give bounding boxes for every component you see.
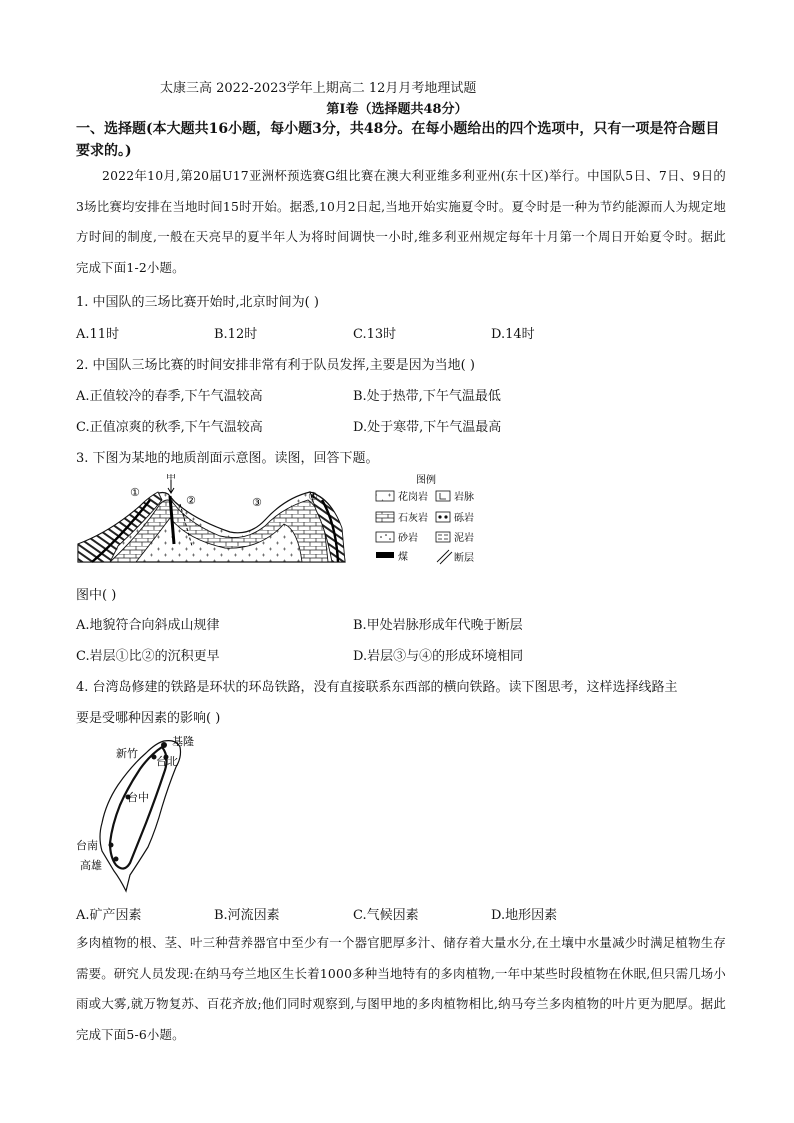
q2-option-c: C.正值凉爽的秋季,下午气温较高 [76,420,263,435]
q1-option-b: B.12时 [214,327,258,342]
marker-3: ③ [252,496,262,509]
q4-option-a: A.矿产因素 [76,908,142,923]
question-3-prompt: 图中( ) [76,588,117,603]
passage-1: 2022年10月,第20届U17亚洲杯预选赛G组比赛在澳大利亚维多利亚州(东十区)举行。中国队5日、7日、9日的3场比赛均安排在当地时间15时开始。据悉,10月2日起,当地开始实施夏令时。夏令时是一种为节约能源而人为规定地方时间的制度,一般在天亮早的夏半年人为将时间调快一小时,维多利亚州规定每年十月第一个周日开始夏令时。据此完成下面1-2小题。 [76,168,726,275]
q2-option-d: D.处于寒带,下午气温最高 [353,420,502,435]
svg-text:断层: 断层 [454,553,474,564]
svg-text:花岗岩: 花岗岩 [398,492,428,503]
part-heading: 第Ⅰ卷（选择题共48分） [326,102,468,117]
legend-coal [376,550,408,563]
svg-text:泥岩: 泥岩 [454,533,474,544]
label-keelung: 基隆 [172,735,194,748]
passage-2: 多肉植物的根、茎、叶三种营养器官中至少有一个器官肥厚多汁、储存着大量水分,在土壤中水量减少时满足植物生存需要。研究人员发现:在纳马夸兰地区生长着1000多种当地特有的多肉植物,一年中某些时段植物在休眠,但只需几场小雨或大雾,就万物复苏、百花齐放;他们同时观察到,与图甲地的多肉植物相比,纳马夸兰多肉植物的叶片更为肥厚。据此完成下面5-6小题。 [76,935,726,1042]
label-taipei: 台北 [156,755,178,768]
label-taichung: 台中 [127,791,149,804]
question-1-stem: 1. 中国队的三场比赛开始时,北京时间为( ) [76,295,319,310]
section-instructions: 一、选择题(本大题共16小题，每小题3分，共48分。在每小题给出的四个选项中，只有一项是符合题目要求的。) [76,121,720,159]
svg-text:石灰岩: 石灰岩 [398,513,428,524]
question-4-stem-line1: 4. 台湾岛修建的铁路是环状的环岛铁路，没有直接联系东西部的横向铁路。读下图思考，这样选择线路主 [76,680,678,695]
q4-option-d: D.地形因素 [491,908,558,923]
question-2-stem: 2. 中国队三场比赛的时间安排非常有利于队员发挥,主要是因为当地( ) [76,358,475,373]
marker-2: ② [186,494,196,507]
legend-limestone [376,511,428,524]
label-hsinchu: 新竹 [116,747,138,760]
q3-option-d: D.岩层③与④的形成环境相同 [353,649,524,664]
q4-option-b: B.河流因素 [214,908,280,923]
q3-option-c: C.岩层①比②的沉积更早 [76,649,220,664]
q4-option-c: C.气候因素 [353,908,419,923]
legend-dike [436,490,474,503]
exam-title: 太康三高 2022-2023学年上期高二 12月月考地理试题 [160,81,477,96]
q3-option-b: B.甲处岩脉形成年代晚于断层 [353,618,523,633]
q2-option-b: B.处于热带,下午气温最低 [353,389,501,404]
q1-option-c: C.13时 [353,327,397,342]
marker-4: ④ [308,490,318,503]
taiwan-railway-map [76,733,206,895]
svg-text:岩脉: 岩脉 [454,492,474,503]
question-3-stem: 3. 下图为某地的地质剖面示意图。读图，回答下题。 [76,451,379,466]
svg-text:砂岩: 砂岩 [398,533,418,544]
legend-granite [376,490,428,503]
marker-jia: 甲 [166,474,176,484]
legend-sandstone [376,531,418,544]
question-4-stem-line2: 要是受哪种因素的影响( ) [76,711,221,726]
q1-option-a: A.11时 [76,327,120,342]
legend-conglomerate [436,511,474,524]
marker-1: ① [130,486,140,499]
legend-mudstone [436,531,474,544]
q1-option-d: D.14时 [491,327,535,342]
q2-option-a: A.正值较冷的春季,下午气温较高 [76,389,263,404]
q3-option-a: A.地貌符合向斜成山规律 [76,618,220,633]
svg-text:砾岩: 砾岩 [454,513,474,524]
svg-text:煤: 煤 [398,552,408,563]
legend-fault [437,550,474,564]
geologic-section-figure [70,474,490,572]
label-tainan: 台南 [76,839,98,852]
label-kaohsiung: 高雄 [80,859,102,872]
legend-title: 图例 [416,475,436,486]
